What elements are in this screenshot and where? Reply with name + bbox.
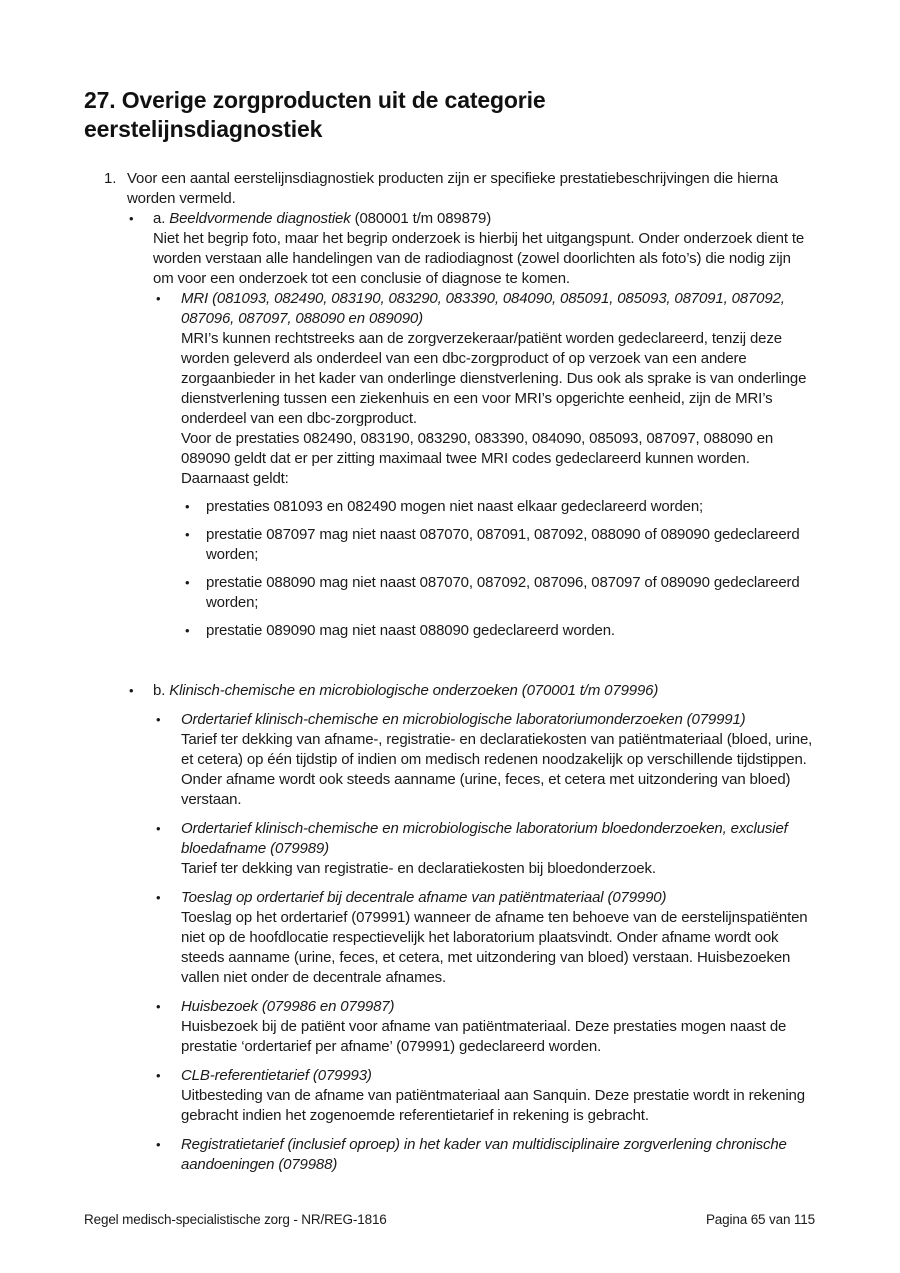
- bullet-icon: •: [156, 999, 161, 1014]
- footer-document-reference: Regel medisch-specialistische zorg - NR/REG-1816: [84, 1212, 387, 1227]
- section-b-item: [127, 681, 815, 1175]
- tariff-text: Uitbesteding van de afname van patiëntmateriaal aan Sanquin. Deze prestatie wordt in rekening gebracht indien het zogenoemde referentietarief in rekening is gebracht.: [181, 1087, 805, 1124]
- intro-paragraph: Voor een aantal eerstelijnsdiagnostiek producten zijn er specifieke prestatiebeschrijvingen die hierna worden vermeld.: [127, 170, 778, 207]
- bullet-icon: •: [185, 575, 190, 590]
- tariff-heading: CLB-referentietarief (079993): [181, 1067, 372, 1084]
- tariff-heading: Toeslag op ordertarief bij decentrale afname van patiëntmateriaal (079990): [181, 889, 667, 906]
- tariff-item-079988: [153, 1135, 815, 1175]
- mri-rule-text: prestatie 089090 mag niet naast 088090 gedeclareerd worden.: [206, 622, 615, 639]
- section-b-body: [153, 681, 815, 1175]
- tariff-item-079990: [153, 888, 815, 988]
- tariff-item-079986-079987: [153, 997, 815, 1057]
- mri-rule-2: [181, 525, 815, 565]
- mri-paragraph-3: Daarnaast geldt:: [181, 470, 289, 487]
- mri-item: [153, 289, 815, 641]
- mri-rule-text: prestatie 088090 mag niet naast 087070, 087092, 087096, 087097 of 089090 gedeclareerd worden;: [206, 574, 800, 611]
- section-a-item: [127, 209, 815, 641]
- tariff-item-079989: [153, 819, 815, 879]
- bullet-icon: •: [156, 1137, 161, 1152]
- tariff-text: Tarief ter dekking van afname-, registratie- en declaratiekosten van patiëntmateriaal (bloed, urine, et cetera) op één tijdstip of indien om medisch redenen noodzakelijk op verschillende tijdstippen. Onder afname wordt ook steeds aanname (urine, feces, et cetera met uitzondering van bloed) verstaan.: [181, 731, 813, 808]
- mri-rule-4: [181, 621, 815, 641]
- page-content: [84, 86, 815, 1175]
- mri-body: [181, 289, 815, 641]
- bullet-icon: •: [185, 499, 190, 514]
- footer-page-number: Pagina 65 van 115: [705, 1212, 815, 1227]
- bullet-icon: •: [156, 1068, 161, 1083]
- tariff-item-079991: [153, 710, 815, 810]
- tariff-text: Tarief ter dekking van registratie- en declaratiekosten bij bloedonderzoek.: [181, 860, 656, 877]
- bullet-icon: •: [185, 623, 190, 638]
- tariff-text: Huisbezoek bij de patiënt voor afname van patiëntmateriaal. Deze prestaties mogen naast de prestatie ‘ordertarief per afname’ (079991) gedeclareerd worden.: [181, 1018, 787, 1055]
- mri-rule-text: prestatie 087097 mag niet naast 087070, 087091, 087092, 088090 of 089090 gedeclareerd worden;: [206, 526, 800, 563]
- tariff-item-079993: [153, 1066, 815, 1126]
- bullet-icon: •: [156, 291, 161, 306]
- mri-paragraph-1: MRI’s kunnen rechtstreeks aan de zorgverzekeraar/patiënt worden gedeclareerd, tenzij deze worden geleverd als onderdeel van een dbc-zorgproduct of op verzoek van een andere zorgaanbieder in het kader van onderlinge dienstverlening. Dus ook als sprake is van onderlinge dienstverlening tussen een ziekenhuis en een voor MRI’s opgerichte eenheid, zijn de MRI’s onderdeel van een dbc-zorgproduct.: [181, 330, 807, 427]
- mri-rule-text: prestaties 081093 en 082490 mogen niet naast elkaar gedeclareerd worden;: [206, 498, 704, 515]
- tariff-text: Toeslag op het ordertarief (079991) wanneer de afname ten behoeve van de eerstelijnspatiënten niet op de hoofdlocatie respectievelijk het laboratorium plaatsvindt. Onder afname wordt ook steeds aanname (urine, feces, et cetera, met uitzondering van bloed) verstaan. Huisbezoeken vallen niet onder de decentrale afnames.: [181, 909, 808, 986]
- tariff-item-body: [181, 710, 815, 810]
- bullet-icon: •: [129, 211, 134, 226]
- tariff-item-body: [181, 819, 815, 879]
- mri-rule-3: [181, 573, 815, 613]
- section-b-heading: [153, 681, 815, 701]
- tariff-item-body: [181, 1066, 815, 1126]
- tariff-item-body: [181, 1135, 815, 1175]
- section-a-prefix: a.: [153, 210, 170, 227]
- tariff-heading: Ordertarief klinisch-chemische en microbiologische laboratorium bloedonderzoeken, exclusief bloedafname (079989): [181, 820, 788, 857]
- section-a-title-suffix: (080001 t/m 089879): [350, 210, 492, 227]
- page-title-line-1: 27. Overige zorgproducten uit de categorie: [84, 87, 546, 113]
- page-footer: [84, 1211, 815, 1229]
- tariff-heading: Huisbezoek (079986 en 079987): [181, 998, 395, 1015]
- bullet-icon: •: [185, 527, 190, 542]
- numbered-item-1: [84, 169, 815, 1175]
- section-a-heading: [153, 209, 815, 229]
- mri-rule-1: [181, 497, 815, 517]
- item-body: [127, 169, 815, 1175]
- item-number: 1.: [104, 170, 117, 187]
- mri-paragraph-2: Voor de prestaties 082490, 083190, 083290, 083390, 084090, 085093, 087097, 088090 en 089090 geldt dat er per zitting maximaal twee MRI codes gedeclareerd kunnen worden.: [181, 430, 774, 467]
- tariff-heading: Ordertarief klinisch-chemische en microbiologische laboratoriumonderzoeken (079991): [181, 711, 746, 728]
- bullet-icon: •: [156, 821, 161, 836]
- bullet-icon: •: [129, 683, 134, 698]
- section-a-title: Beeldvormende diagnostiek: [169, 210, 351, 227]
- page-title: [84, 86, 815, 144]
- section-b-prefix: b.: [153, 682, 170, 699]
- tariff-item-body: [181, 888, 815, 988]
- tariff-heading: Registratietarief (inclusief oproep) in het kader van multidisciplinaire zorgverlening chronische aandoeningen (079988): [181, 1136, 787, 1173]
- section-a-body: [153, 209, 815, 641]
- bullet-icon: •: [156, 712, 161, 727]
- bullet-icon: •: [156, 890, 161, 905]
- page-title-line-2: eerstelijnsdiagnostiek: [84, 116, 323, 142]
- tariff-item-body: [181, 997, 815, 1057]
- section-a-text: Niet het begrip foto, maar het begrip onderzoek is hierbij het uitgangspunt. Onder onderzoek dient te worden verstaan alle handelingen van de radiodiagnost (zowel doorlichten als foto’s) die nodig zijn om voor een onderzoek tot een conclusie of diagnose te komen.: [153, 230, 805, 287]
- mri-heading: MRI (081093, 082490, 083190, 083290, 083390, 084090, 085091, 085093, 087091, 087092, 087096, 087097, 088090 en 089090): [181, 290, 785, 327]
- section-b-title: Klinisch-chemische en microbiologische onderzoeken (070001 t/m 079996): [169, 682, 659, 699]
